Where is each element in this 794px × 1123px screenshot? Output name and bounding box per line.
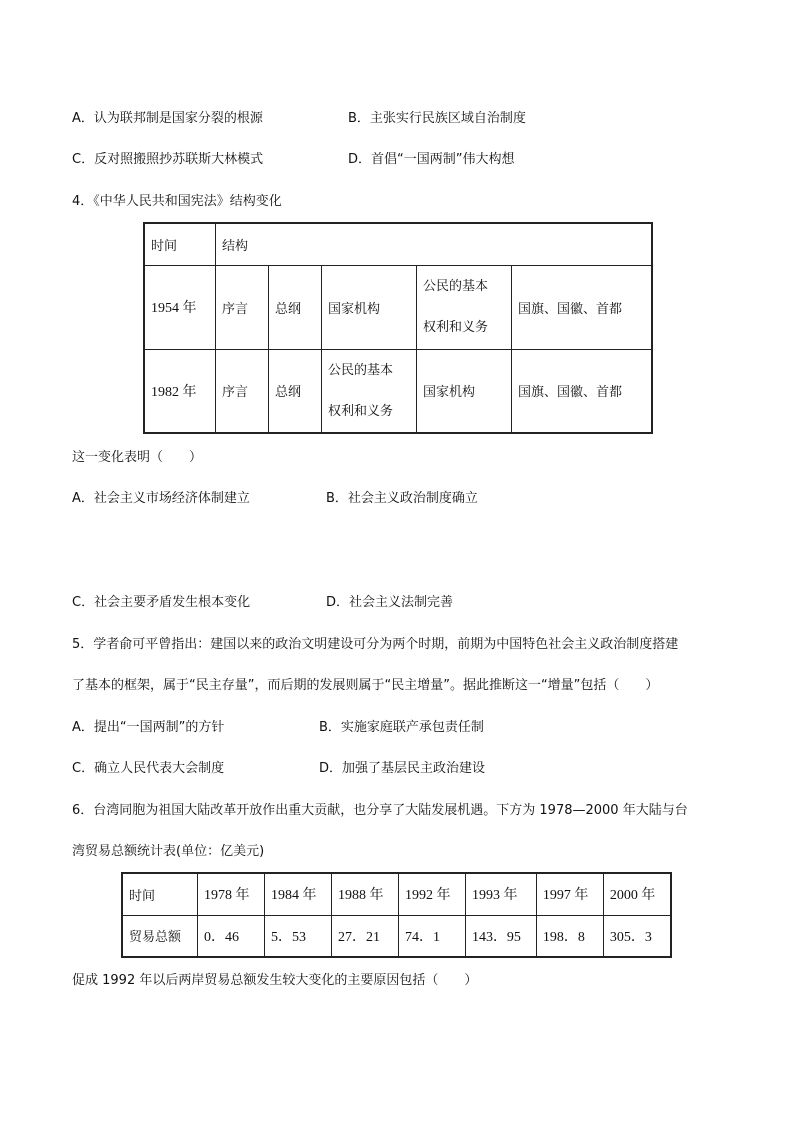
q6-stem-line2: 湾贸易总额统计表(单位：亿美元) (72, 844, 265, 859)
q4-option-c: C．社会主要矛盾发生根本变化 (72, 595, 251, 610)
row2-rights-line1: 公民的基本 (328, 362, 394, 378)
row2-cell: 序言 (216, 349, 269, 433)
value-cell: 198．8 (536, 915, 603, 957)
table-row (122, 873, 671, 915)
q5-option-a: A．提出“一国两制”的方针 (72, 720, 225, 735)
header-structure: 结构 (216, 223, 653, 265)
year-cell: 1992 年 (398, 873, 465, 915)
q3-option-b: B．主张实行民族区域自治制度 (348, 111, 526, 126)
q5-option-c: C．确立人民代表大会制度 (72, 761, 225, 776)
q4-stem: 4．《中华人民共和国宪法》结构变化 (72, 194, 282, 209)
value-cell: 5．53 (264, 915, 331, 957)
table-header-row (144, 223, 652, 265)
row1-cell-rights (417, 265, 512, 349)
row1-rights-line1: 公民的基本 (423, 279, 489, 294)
row1-year: 1954 年 (144, 265, 216, 349)
q4-option-d: D．社会主义法制完善 (326, 595, 454, 610)
value-cell: 74．1 (398, 915, 465, 957)
row2-year: 1982 年 (144, 349, 216, 433)
row2-cell: 国家机构 (417, 349, 512, 433)
row1-cell: 国家机构 (322, 265, 417, 349)
row2-rights-line2: 权利和义务 (328, 403, 394, 419)
row2-cell-rights (322, 349, 417, 433)
q5-stem-line1: 5．学者俞可平曾指出：建国以来的政治文明建设可分为两个时期，前期为中国特色社会主义政治制度搭建 (72, 637, 679, 652)
row1-cell: 总纲 (269, 265, 322, 349)
q3-option-a: A．认为联邦制是国家分裂的根源 (72, 111, 263, 126)
label-time: 时间 (122, 873, 198, 915)
year-cell: 2000 年 (603, 873, 671, 915)
year-cell: 1978 年 (198, 873, 265, 915)
header-time: 时间 (144, 223, 216, 265)
value-cell: 27．21 (331, 915, 398, 957)
row1-cell: 序言 (216, 265, 269, 349)
q4-option-a: A．社会主义市场经济体制建立 (72, 491, 250, 506)
row2-cell: 总纲 (269, 349, 322, 433)
q6-prompt: 促成 1992 年以后两岸贸易总额发生较大变化的主要原因包括（ ） (72, 973, 478, 988)
year-cell: 1984 年 (264, 873, 331, 915)
table-row (144, 265, 652, 349)
q5-option-d: D．加强了基层民主政治建设 (319, 761, 486, 776)
q3-option-c: C．反对照搬照抄苏联斯大林模式 (72, 152, 264, 167)
year-cell: 1997 年 (536, 873, 603, 915)
q3-option-d: D．首倡“一国两制”伟大构想 (348, 152, 515, 167)
row1-rights-line2: 权利和义务 (423, 320, 489, 335)
q5-stem-line2: 了基本的框架，属于“民主存量”，而后期的发展则属于“民主增量”。据此推断这一“增量”包括（ ） (72, 678, 659, 693)
q4-option-b: B．社会主义政治制度确立 (326, 491, 478, 506)
value-cell: 305．3 (603, 915, 671, 957)
label-total: 贸易总额 (122, 915, 198, 957)
table-row (144, 349, 652, 433)
trade-total-table (121, 872, 672, 958)
row1-cell: 国旗、国徽、首都 (512, 265, 653, 349)
q5-option-b: B．实施家庭联产承包责任制 (319, 720, 484, 735)
table-row (122, 915, 671, 957)
year-cell: 1988 年 (331, 873, 398, 915)
q4-prompt: 这一变化表明（ ） (72, 450, 203, 465)
q6-stem-line1: 6．台湾同胞为祖国大陆改革开放作出重大贡献，也分享了大陆发展机遇。下方为 1978—2000 年大陆与台 (72, 803, 688, 818)
value-cell: 0．46 (198, 915, 265, 957)
value-cell: 143．95 (465, 915, 536, 957)
constitution-structure-table (143, 222, 653, 434)
row2-cell: 国旗、国徽、首都 (512, 349, 653, 433)
year-cell: 1993 年 (465, 873, 536, 915)
